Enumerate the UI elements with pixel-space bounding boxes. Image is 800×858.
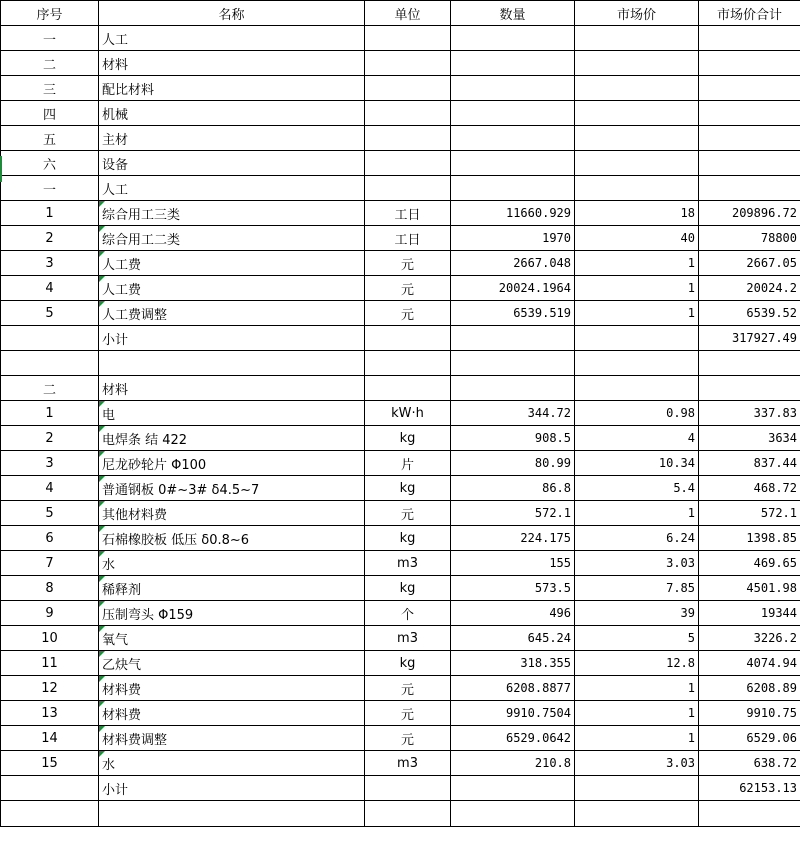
cell-name[interactable]: 氧气 [99, 626, 365, 651]
cell-seq[interactable]: 5 [1, 501, 99, 526]
cell-name[interactable]: 材料费 [99, 701, 365, 726]
cell-seq[interactable] [1, 801, 99, 827]
cell-price[interactable] [575, 176, 699, 201]
cell-price[interactable]: 1 [575, 701, 699, 726]
cell-unit[interactable]: kg [365, 426, 451, 451]
cell-unit[interactable]: 元 [365, 276, 451, 301]
cell-qty[interactable] [451, 126, 575, 151]
table-row [1, 326, 800, 351]
cell-qty[interactable]: 155 [451, 551, 575, 576]
cell-price[interactable]: 1 [575, 501, 699, 526]
cell-unit[interactable] [365, 801, 451, 827]
row-marker [0, 156, 2, 182]
cell-price[interactable] [575, 351, 699, 376]
cell-price[interactable] [575, 51, 699, 76]
cell-total[interactable] [699, 76, 800, 101]
cell-total[interactable]: 468.72 [699, 476, 800, 501]
cell-total[interactable]: 6208.89 [699, 676, 800, 701]
cell-total[interactable]: 3226.2 [699, 626, 800, 651]
table-row [1, 276, 800, 301]
cell-qty[interactable] [451, 776, 575, 801]
cell-name[interactable]: 综合用工三类 [99, 201, 365, 226]
header-seq[interactable]: 序号 [1, 1, 99, 26]
cell-unit[interactable] [365, 776, 451, 801]
cell-total[interactable] [699, 351, 800, 376]
cell-qty[interactable] [451, 101, 575, 126]
cell-total[interactable]: 4501.98 [699, 576, 800, 601]
cell-name[interactable]: 材料费 [99, 676, 365, 701]
cell-unit[interactable] [365, 376, 451, 401]
cell-unit[interactable] [365, 51, 451, 76]
table-row [1, 251, 800, 276]
header-total[interactable]: 市场价合计 [699, 1, 800, 26]
cell-name[interactable]: 电焊条 结 422 [99, 426, 365, 451]
cell-seq[interactable]: 三 [1, 76, 99, 101]
cell-total[interactable] [699, 176, 800, 201]
cell-seq[interactable]: 13 [1, 701, 99, 726]
cell-unit[interactable] [365, 26, 451, 51]
cell-seq[interactable]: 二 [1, 376, 99, 401]
cell-price[interactable]: 5.4 [575, 476, 699, 501]
cell-total[interactable]: 469.65 [699, 551, 800, 576]
cell-price[interactable] [575, 151, 699, 176]
cell-seq[interactable]: 一 [1, 26, 99, 51]
table-row [1, 501, 800, 526]
cell-qty[interactable]: 9910.7504 [451, 701, 575, 726]
cell-unit[interactable]: m3 [365, 551, 451, 576]
cell-total[interactable]: 19344 [699, 601, 800, 626]
cell-price[interactable]: 3.03 [575, 551, 699, 576]
cell-unit[interactable]: m3 [365, 751, 451, 776]
cell-unit[interactable] [365, 351, 451, 376]
cell-name[interactable]: 电 [99, 401, 365, 426]
table-row [1, 601, 800, 626]
table-row [1, 551, 800, 576]
cell-unit[interactable]: kg [365, 576, 451, 601]
cell-qty[interactable]: 11660.929 [451, 201, 575, 226]
cell-unit[interactable]: kg [365, 651, 451, 676]
cell-unit[interactable]: 元 [365, 701, 451, 726]
cell-qty[interactable] [451, 801, 575, 827]
cell-price[interactable]: 1 [575, 726, 699, 751]
cell-seq[interactable]: 3 [1, 451, 99, 476]
table-row [1, 151, 800, 176]
cell-price[interactable]: 1 [575, 301, 699, 326]
table-row [1, 576, 800, 601]
cell-qty[interactable]: 6539.519 [451, 301, 575, 326]
cell-unit[interactable] [365, 101, 451, 126]
cell-price[interactable] [575, 776, 699, 801]
cell-seq[interactable]: 7 [1, 551, 99, 576]
cell-price[interactable] [575, 101, 699, 126]
cell-unit[interactable]: 元 [365, 251, 451, 276]
cell-qty[interactable]: 210.8 [451, 751, 575, 776]
table-row [1, 301, 800, 326]
cell-qty[interactable] [451, 76, 575, 101]
table-row [1, 26, 800, 51]
cell-qty[interactable] [451, 151, 575, 176]
cell-price[interactable] [575, 326, 699, 351]
cell-total[interactable] [699, 151, 800, 176]
cell-qty[interactable]: 6208.8877 [451, 676, 575, 701]
table-row [1, 226, 800, 251]
header-qty[interactable]: 数量 [451, 1, 575, 26]
cell-name[interactable]: 乙炔气 [99, 651, 365, 676]
cell-unit[interactable]: kW·h [365, 401, 451, 426]
cell-price[interactable]: 4 [575, 426, 699, 451]
cell-price[interactable]: 3.03 [575, 751, 699, 776]
cell-unit[interactable] [365, 126, 451, 151]
cell-price[interactable] [575, 801, 699, 827]
cell-total[interactable]: 572.1 [699, 501, 800, 526]
cell-seq[interactable]: 12 [1, 676, 99, 701]
cell-price[interactable]: 12.8 [575, 651, 699, 676]
cell-name[interactable]: 小计 [99, 326, 365, 351]
cell-seq[interactable]: 五 [1, 126, 99, 151]
cell-qty[interactable] [451, 26, 575, 51]
table-row [1, 751, 800, 776]
cell-price[interactable] [575, 76, 699, 101]
cell-name[interactable]: 综合用工二类 [99, 226, 365, 251]
cell-total[interactable]: 62153.13 [699, 776, 800, 801]
cell-name[interactable] [99, 801, 365, 827]
cell-seq[interactable]: 2 [1, 426, 99, 451]
cell-price[interactable]: 6.24 [575, 526, 699, 551]
cell-price[interactable]: 1 [575, 676, 699, 701]
cell-qty[interactable]: 224.175 [451, 526, 575, 551]
cell-name[interactable]: 压制弯头 Φ159 [99, 601, 365, 626]
cell-seq[interactable] [1, 351, 99, 376]
cell-total[interactable]: 3634 [699, 426, 800, 451]
cell-total[interactable]: 9910.75 [699, 701, 800, 726]
table-row [1, 401, 800, 426]
cell-seq[interactable]: 14 [1, 726, 99, 751]
cell-price[interactable]: 18 [575, 201, 699, 226]
table-row [1, 726, 800, 751]
cell-qty[interactable]: 1970 [451, 226, 575, 251]
cell-total[interactable] [699, 801, 800, 827]
table-row [1, 351, 800, 376]
cell-qty[interactable]: 496 [451, 601, 575, 626]
cell-name[interactable]: 小计 [99, 776, 365, 801]
cell-seq[interactable]: 3 [1, 251, 99, 276]
cell-price[interactable]: 0.98 [575, 401, 699, 426]
cell-unit[interactable] [365, 326, 451, 351]
table-row [1, 76, 800, 101]
cell-total[interactable]: 2667.05 [699, 251, 800, 276]
cell-total[interactable]: 1398.85 [699, 526, 800, 551]
cell-unit[interactable]: 元 [365, 676, 451, 701]
cell-total[interactable] [699, 51, 800, 76]
cell-price[interactable]: 1 [575, 251, 699, 276]
cell-name[interactable]: 人工费 [99, 276, 365, 301]
cell-price[interactable]: 5 [575, 626, 699, 651]
table-row [1, 101, 800, 126]
cell-unit[interactable] [365, 151, 451, 176]
cell-name[interactable]: 水 [99, 751, 365, 776]
cell-qty[interactable]: 6529.0642 [451, 726, 575, 751]
table-row [1, 201, 800, 226]
cell-unit[interactable]: 元 [365, 301, 451, 326]
cell-unit[interactable]: 片 [365, 451, 451, 476]
cell-name[interactable]: 稀释剂 [99, 576, 365, 601]
table-row [1, 426, 800, 451]
cell-total[interactable]: 78800 [699, 226, 800, 251]
cell-seq[interactable]: 一 [1, 176, 99, 201]
cell-price[interactable]: 40 [575, 226, 699, 251]
cell-total[interactable]: 6539.52 [699, 301, 800, 326]
cell-price[interactable] [575, 376, 699, 401]
cell-qty[interactable]: 20024.1964 [451, 276, 575, 301]
cell-name[interactable]: 水 [99, 551, 365, 576]
table-row [1, 451, 800, 476]
cell-qty[interactable]: 573.5 [451, 576, 575, 601]
cell-name[interactable]: 材料 [99, 51, 365, 76]
cell-name[interactable]: 人工 [99, 176, 365, 201]
header-row [1, 1, 800, 26]
cell-price[interactable] [575, 126, 699, 151]
cell-seq[interactable]: 4 [1, 476, 99, 501]
cell-seq[interactable]: 9 [1, 601, 99, 626]
cell-unit[interactable]: 元 [365, 726, 451, 751]
cell-name[interactable]: 材料费调整 [99, 726, 365, 751]
cell-price[interactable] [575, 26, 699, 51]
cell-name[interactable]: 尼龙砂轮片 Φ100 [99, 451, 365, 476]
cell-unit[interactable]: 元 [365, 501, 451, 526]
cell-name[interactable]: 人工费 [99, 251, 365, 276]
cell-seq[interactable]: 15 [1, 751, 99, 776]
cell-unit[interactable] [365, 176, 451, 201]
cell-name[interactable]: 其他材料费 [99, 501, 365, 526]
cell-unit[interactable]: 个 [365, 601, 451, 626]
cell-qty[interactable]: 572.1 [451, 501, 575, 526]
cell-seq[interactable]: 10 [1, 626, 99, 651]
cell-name[interactable]: 设备 [99, 151, 365, 176]
table-row [1, 676, 800, 701]
cell-name[interactable]: 配比材料 [99, 76, 365, 101]
table-row [1, 776, 800, 801]
cell-total[interactable] [699, 126, 800, 151]
cell-qty[interactable] [451, 176, 575, 201]
cell-unit[interactable]: 工日 [365, 201, 451, 226]
table-row [1, 801, 800, 827]
cell-name[interactable] [99, 351, 365, 376]
cell-seq[interactable]: 8 [1, 576, 99, 601]
cell-qty[interactable]: 318.355 [451, 651, 575, 676]
cell-qty[interactable] [451, 376, 575, 401]
cell-seq[interactable] [1, 326, 99, 351]
cell-name[interactable]: 人工费调整 [99, 301, 365, 326]
table-body [1, 26, 800, 827]
cell-total[interactable]: 337.83 [699, 401, 800, 426]
cell-qty[interactable] [451, 51, 575, 76]
cell-seq[interactable]: 1 [1, 201, 99, 226]
cell-unit[interactable]: m3 [365, 626, 451, 651]
table-row [1, 176, 800, 201]
header-name[interactable]: 名称 [99, 1, 365, 26]
table-row [1, 476, 800, 501]
cell-total[interactable] [699, 26, 800, 51]
cell-unit[interactable] [365, 76, 451, 101]
header-price[interactable]: 市场价 [575, 1, 699, 26]
cell-total[interactable]: 6529.06 [699, 726, 800, 751]
cell-unit[interactable]: kg [365, 476, 451, 501]
cell-qty[interactable]: 86.8 [451, 476, 575, 501]
cell-total[interactable]: 4074.94 [699, 651, 800, 676]
cell-name[interactable]: 主材 [99, 126, 365, 151]
cell-seq[interactable]: 六 [1, 151, 99, 176]
cell-price[interactable]: 7.85 [575, 576, 699, 601]
cell-qty[interactable] [451, 326, 575, 351]
cell-total[interactable]: 209896.72 [699, 201, 800, 226]
table-row [1, 626, 800, 651]
cell-total[interactable] [699, 101, 800, 126]
cell-seq[interactable] [1, 776, 99, 801]
cell-name[interactable]: 材料 [99, 376, 365, 401]
cell-qty[interactable]: 80.99 [451, 451, 575, 476]
cell-qty[interactable]: 344.72 [451, 401, 575, 426]
header-unit[interactable]: 单位 [365, 1, 451, 26]
cell-total[interactable] [699, 376, 800, 401]
cell-name[interactable]: 机械 [99, 101, 365, 126]
cell-total[interactable]: 837.44 [699, 451, 800, 476]
cell-price[interactable]: 39 [575, 601, 699, 626]
cell-price[interactable]: 1 [575, 276, 699, 301]
cell-qty[interactable] [451, 351, 575, 376]
cell-unit[interactable]: kg [365, 526, 451, 551]
cell-total[interactable]: 20024.2 [699, 276, 800, 301]
cell-name[interactable]: 石棉橡胶板 低压 δ0.8~6 [99, 526, 365, 551]
table-row [1, 526, 800, 551]
table-row [1, 651, 800, 676]
cell-seq[interactable]: 1 [1, 401, 99, 426]
cell-name[interactable]: 人工 [99, 26, 365, 51]
cell-seq[interactable]: 二 [1, 51, 99, 76]
cell-qty[interactable]: 908.5 [451, 426, 575, 451]
cell-total[interactable]: 317927.49 [699, 326, 800, 351]
cell-seq[interactable]: 6 [1, 526, 99, 551]
cell-price[interactable]: 10.34 [575, 451, 699, 476]
cell-seq[interactable]: 5 [1, 301, 99, 326]
cell-seq[interactable]: 11 [1, 651, 99, 676]
cell-name[interactable]: 普通钢板 0#~3# δ4.5~7 [99, 476, 365, 501]
table-row [1, 701, 800, 726]
cell-seq[interactable]: 四 [1, 101, 99, 126]
table-row [1, 126, 800, 151]
table-row [1, 51, 800, 76]
cell-unit[interactable]: 工日 [365, 226, 451, 251]
cell-total[interactable]: 638.72 [699, 751, 800, 776]
table-row [1, 376, 800, 401]
cell-seq[interactable]: 2 [1, 226, 99, 251]
cell-qty[interactable]: 645.24 [451, 626, 575, 651]
cell-seq[interactable]: 4 [1, 276, 99, 301]
cell-qty[interactable]: 2667.048 [451, 251, 575, 276]
